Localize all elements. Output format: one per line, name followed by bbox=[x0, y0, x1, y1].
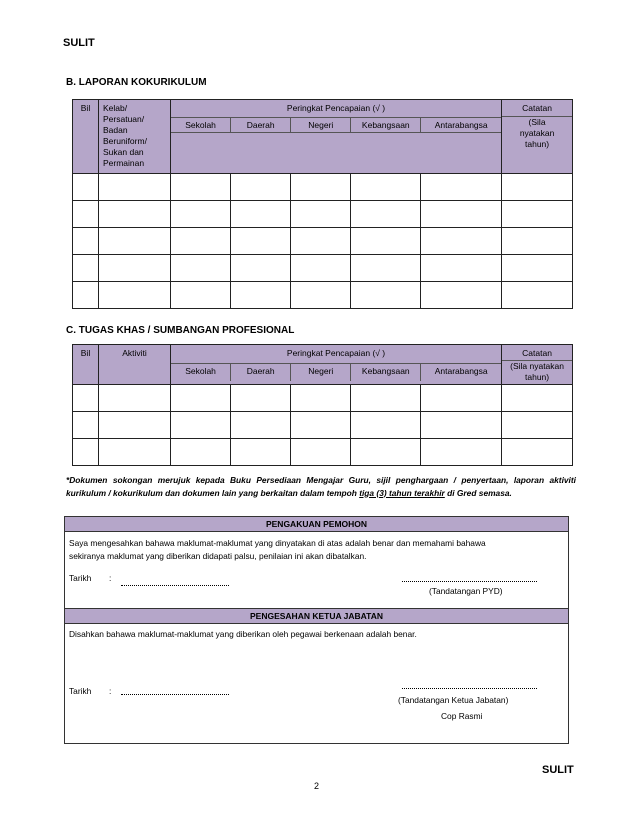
entry-cell[interactable] bbox=[291, 439, 351, 466]
col-catatan-note bbox=[502, 360, 572, 383]
entry-cell[interactable] bbox=[171, 282, 231, 309]
pengakuan-text bbox=[69, 537, 564, 563]
tarikh-colon: : bbox=[109, 686, 112, 696]
col-aktiviti-label: Aktiviti bbox=[122, 348, 147, 358]
tarikh-colon: : bbox=[109, 573, 112, 583]
entry-cell[interactable] bbox=[73, 201, 99, 228]
entry-cell[interactable] bbox=[99, 439, 171, 466]
entry-cell[interactable] bbox=[421, 174, 502, 201]
entry-cell[interactable] bbox=[291, 228, 351, 255]
level-negeri: Negeri bbox=[290, 118, 350, 132]
col-peringkat bbox=[171, 100, 502, 174]
signature-field[interactable] bbox=[402, 688, 537, 689]
entry-cell[interactable] bbox=[351, 228, 421, 255]
level-sekolah: Sekolah bbox=[185, 120, 216, 130]
entry-cell[interactable] bbox=[171, 201, 231, 228]
col-catatan-label: Catatan bbox=[522, 103, 552, 113]
classification-header: SULIT bbox=[63, 37, 95, 49]
entry-cell[interactable] bbox=[99, 228, 171, 255]
entry-cell[interactable] bbox=[502, 174, 573, 201]
level-sekolah: Sekolah bbox=[185, 366, 216, 376]
entry-cell[interactable] bbox=[351, 385, 421, 412]
pengesahan-text: Disahkan bahawa maklumat-maklumat yang diberikan oleh pegawai berkenaan adalah benar. bbox=[69, 629, 417, 639]
col-kelab-line: Persatuan/ bbox=[103, 114, 145, 124]
entry-cell[interactable] bbox=[231, 412, 291, 439]
level-antarabangsa: Antarabangsa bbox=[420, 118, 501, 132]
entry-cell[interactable] bbox=[99, 412, 171, 439]
col-kelab-line: Permainan bbox=[103, 158, 145, 168]
col-catatan-note bbox=[502, 116, 572, 150]
entry-cell[interactable] bbox=[231, 385, 291, 412]
entry-cell[interactable] bbox=[291, 282, 351, 309]
entry-cell[interactable] bbox=[231, 174, 291, 201]
entry-cell[interactable] bbox=[291, 255, 351, 282]
col-catatan bbox=[502, 100, 573, 174]
col-kelab-line: Beruniform/ bbox=[103, 136, 147, 146]
entry-cell[interactable] bbox=[421, 228, 502, 255]
table-row bbox=[73, 385, 573, 412]
pengakuan-heading: PENGAKUAN PEMOHON bbox=[65, 517, 568, 532]
entry-cell[interactable] bbox=[502, 282, 573, 309]
note-emphasis: tiga (3) tahun terakhir bbox=[359, 487, 445, 498]
tarikh-field[interactable] bbox=[121, 694, 229, 695]
entry-cell[interactable] bbox=[99, 385, 171, 412]
catatan-note-line: nyatakan bbox=[519, 128, 555, 138]
pengakuan-text-line1: Saya mengesahkan bahawa maklumat-maklumat yang dinyatakan di atas adalah benar dan memahami bahawa bbox=[69, 538, 486, 548]
entry-cell[interactable] bbox=[231, 228, 291, 255]
col-peringkat-label: Peringkat Pencapaian (√ ) bbox=[286, 348, 386, 358]
catatan-note-line: (Sila bbox=[528, 117, 546, 127]
tarikh-label: Tarikh bbox=[69, 573, 92, 583]
entry-cell[interactable] bbox=[73, 174, 99, 201]
table-row bbox=[73, 174, 573, 201]
entry-cell[interactable] bbox=[291, 412, 351, 439]
section-b-title: B. LAPORAN KOKURIKULUM bbox=[66, 77, 207, 88]
tarikh-field[interactable] bbox=[121, 585, 229, 586]
signature-label: (Tandatangan PYD) bbox=[429, 586, 503, 596]
col-bil bbox=[73, 345, 99, 385]
page-number: 2 bbox=[314, 781, 320, 791]
col-catatan bbox=[502, 345, 573, 385]
table-row bbox=[73, 412, 573, 439]
entry-cell[interactable] bbox=[351, 439, 421, 466]
entry-cell[interactable] bbox=[171, 174, 231, 201]
pengesahan-box bbox=[64, 608, 569, 744]
signature-field[interactable] bbox=[402, 581, 537, 582]
level-antarabangsa: Antarabangsa bbox=[420, 364, 501, 381]
entry-cell[interactable] bbox=[421, 282, 502, 309]
pengakuan-box bbox=[64, 516, 569, 610]
kokurikulum-table bbox=[72, 99, 573, 309]
classification-footer: SULIT bbox=[542, 764, 574, 776]
entry-cell[interactable] bbox=[171, 255, 231, 282]
col-aktiviti bbox=[99, 345, 171, 385]
col-kelab-line: Badan bbox=[103, 125, 128, 135]
table-header-row bbox=[73, 100, 573, 174]
entry-cell[interactable] bbox=[231, 282, 291, 309]
table-row bbox=[73, 255, 573, 282]
entry-cell[interactable] bbox=[351, 255, 421, 282]
pengesahan-heading: PENGESAHAN KETUA JABATAN bbox=[65, 608, 568, 624]
entry-cell[interactable] bbox=[351, 201, 421, 228]
entry-cell[interactable] bbox=[502, 439, 573, 466]
entry-cell[interactable] bbox=[291, 385, 351, 412]
note-text: *Dokumen sokongan merujuk kepada Buku Persediaan Mengajar Guru, sijil penghargaan / penyertaan, laporan aktiviti kurikulum / kokurikulum dan dokumen lain yang berkaitan dalam tempoh bbox=[66, 475, 576, 498]
level-kebangsaan: Kebangsaan bbox=[350, 118, 420, 132]
entry-cell[interactable] bbox=[171, 412, 231, 439]
entry-cell[interactable] bbox=[99, 282, 171, 309]
entry-cell[interactable] bbox=[231, 255, 291, 282]
entry-cell[interactable] bbox=[502, 255, 573, 282]
entry-cell[interactable] bbox=[502, 228, 573, 255]
entry-cell[interactable] bbox=[73, 255, 99, 282]
entry-cell[interactable] bbox=[502, 201, 573, 228]
signature-label: (Tandatangan Ketua Jabatan) bbox=[398, 695, 509, 705]
col-bil-label: Bil bbox=[80, 348, 91, 358]
catatan-note-line: tahun) bbox=[525, 139, 550, 149]
entry-cell[interactable] bbox=[73, 282, 99, 309]
entry-cell[interactable] bbox=[73, 412, 99, 439]
col-catatan-label: Catatan bbox=[522, 348, 552, 358]
supporting-documents-note bbox=[66, 474, 576, 499]
entry-cell[interactable] bbox=[351, 174, 421, 201]
col-kelab-line: Kelab/ bbox=[103, 103, 128, 113]
col-bil bbox=[73, 100, 99, 174]
entry-cell[interactable] bbox=[291, 201, 351, 228]
entry-cell[interactable] bbox=[502, 385, 573, 412]
table-row bbox=[73, 282, 573, 309]
col-peringkat bbox=[171, 345, 502, 385]
entry-cell[interactable] bbox=[73, 228, 99, 255]
entry-cell[interactable] bbox=[351, 412, 421, 439]
level-daerah: Daerah bbox=[230, 118, 290, 132]
col-kelab-label bbox=[99, 100, 170, 169]
level-kebangsaan: Kebangsaan bbox=[350, 364, 420, 381]
entry-cell[interactable] bbox=[421, 412, 502, 439]
table-row bbox=[73, 439, 573, 466]
col-kelab bbox=[99, 100, 171, 174]
entry-cell[interactable] bbox=[99, 201, 171, 228]
col-kelab-line: Sukan dan bbox=[103, 147, 144, 157]
pengakuan-text-line2: sekiranya maklumat yang diberikan didapati palsu, penilaian ini akan dibatalkan. bbox=[69, 551, 367, 561]
entry-cell[interactable] bbox=[171, 385, 231, 412]
col-peringkat-label: Peringkat Pencapaian (√ ) bbox=[286, 103, 386, 113]
entry-cell[interactable] bbox=[231, 201, 291, 228]
entry-cell[interactable] bbox=[421, 201, 502, 228]
entry-cell[interactable] bbox=[502, 412, 573, 439]
level-daerah: Daerah bbox=[230, 364, 290, 381]
entry-cell[interactable] bbox=[421, 385, 502, 412]
level-subheader bbox=[171, 363, 501, 381]
col-bil-label: Bil bbox=[80, 103, 91, 113]
entry-cell[interactable] bbox=[171, 228, 231, 255]
entry-cell[interactable] bbox=[99, 255, 171, 282]
level-negeri: Negeri bbox=[290, 364, 350, 381]
entry-cell[interactable] bbox=[171, 439, 231, 466]
entry-cell[interactable] bbox=[421, 255, 502, 282]
entry-cell[interactable] bbox=[99, 174, 171, 201]
entry-cell[interactable] bbox=[351, 282, 421, 309]
section-c-title: C. TUGAS KHAS / SUMBANGAN PROFESIONAL bbox=[66, 325, 295, 336]
entry-cell[interactable] bbox=[73, 439, 99, 466]
entry-cell[interactable] bbox=[231, 439, 291, 466]
entry-cell[interactable] bbox=[291, 174, 351, 201]
official-stamp-label: Cop Rasmi bbox=[441, 711, 483, 721]
level-subheader bbox=[171, 117, 501, 133]
note-text-end: di Gred semasa. bbox=[444, 487, 512, 498]
table-row bbox=[73, 201, 573, 228]
entry-cell[interactable] bbox=[73, 385, 99, 412]
catatan-note-line: (Sila nyatakan bbox=[510, 361, 564, 371]
table-header-row bbox=[73, 345, 573, 385]
catatan-note-line: tahun) bbox=[525, 372, 550, 382]
table-row bbox=[73, 228, 573, 255]
entry-cell[interactable] bbox=[421, 439, 502, 466]
tarikh-label: Tarikh bbox=[69, 686, 92, 696]
tugas-khas-table bbox=[72, 344, 573, 466]
